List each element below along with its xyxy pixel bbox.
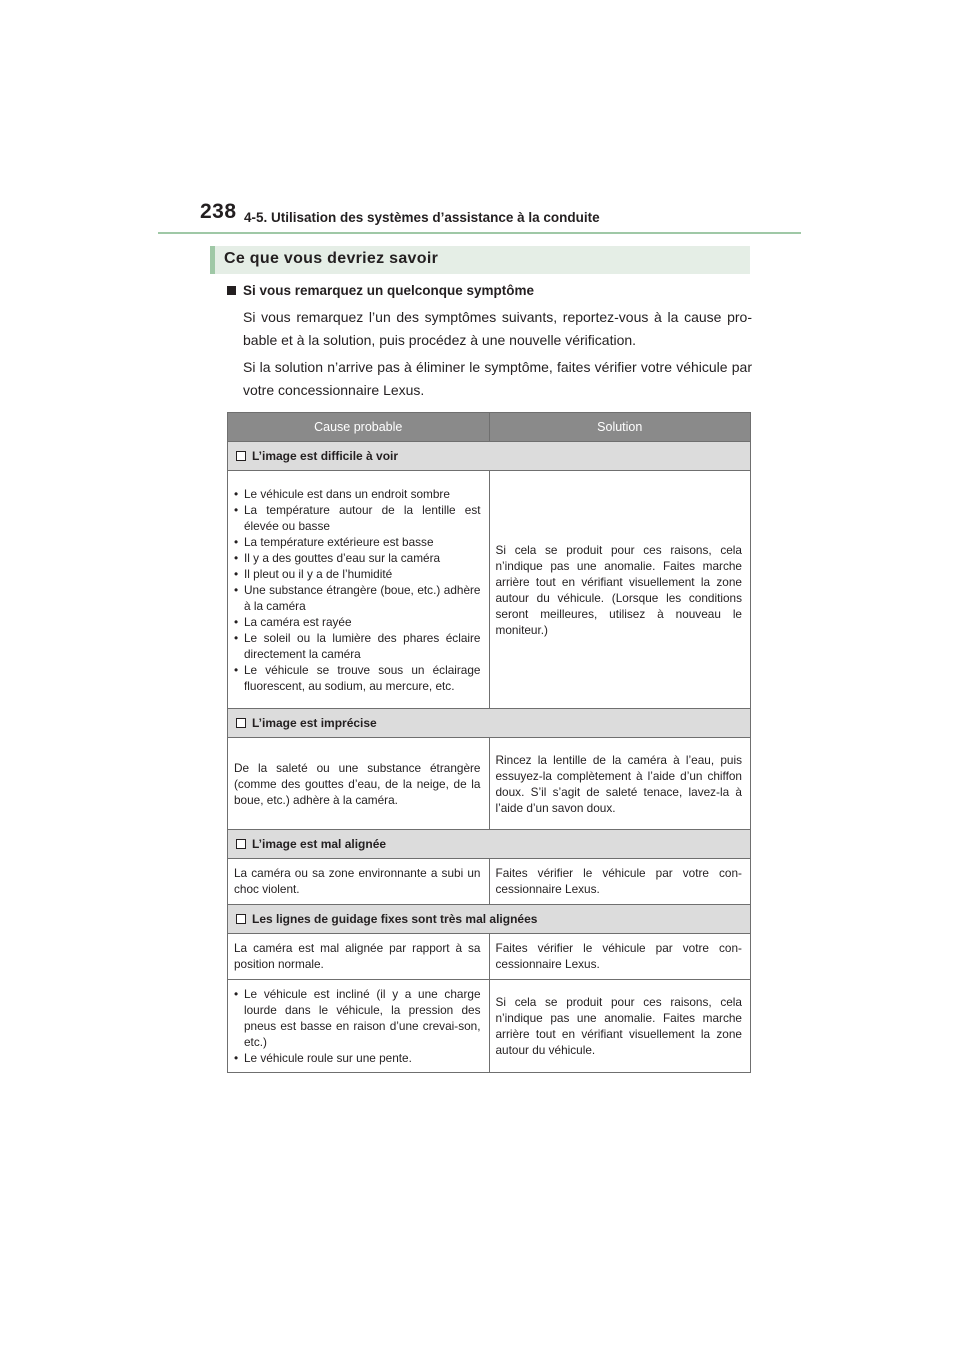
square-bullet-icon <box>227 286 236 295</box>
table-header-row <box>228 413 751 442</box>
list-item: • Le véhicule se trouve sous un éclairage fluorescent, au sodium, au mercure, etc. <box>234 662 481 694</box>
category-cell <box>228 830 751 859</box>
category-title: L’image est difficile à voir <box>252 449 399 463</box>
list-item: • La température autour de la lentille est élevée ou basse <box>234 502 481 534</box>
section-title: 4-5. Utilisation des systèmes d’assistance à la conduite <box>244 210 600 225</box>
header-rule <box>158 232 801 234</box>
info-box-title: Ce que vous devriez savoir <box>224 250 439 267</box>
cause-list <box>234 486 481 694</box>
category-row <box>228 709 751 738</box>
solution-cell: Si cela se produit pour ces raisons, cela n’indique pas une anomalie. Faites marche arrière tout en vérifiant visuellement la zone autour du véhicule. <box>489 980 751 1073</box>
list-item: • Le véhicule est incliné (il y a une charge lourde dans le véhicule, la pression des pneus est basse en raison d’une crevai-son, etc.) <box>234 986 481 1050</box>
table-row <box>228 471 751 709</box>
table-row <box>228 934 751 980</box>
column-header-solution: Solution <box>489 413 751 442</box>
category-title: L’image est mal alignée <box>252 837 387 851</box>
list-item: • Le véhicule roule sur une pente. <box>234 1050 481 1066</box>
page-number: 238 <box>200 200 237 223</box>
cause-cell: De la saleté ou une substance étrangère (comme des gouttes d’eau, de la neige, de la boue, etc.) adhère à la caméra. <box>228 738 490 830</box>
solution-cell: Faites vérifier le véhicule par votre con-cessionnaire Lexus. <box>489 859 751 905</box>
category-row <box>228 442 751 471</box>
checkbox-icon <box>236 914 246 924</box>
list-item: • La température extérieure est basse <box>234 534 481 550</box>
solution-cell: Faites vérifier le véhicule par votre con-cessionnaire Lexus. <box>489 934 751 980</box>
intro-heading <box>226 283 752 298</box>
table-row <box>228 859 751 905</box>
cause-cell <box>228 471 490 709</box>
category-title: Les lignes de guidage fixes sont très mal alignées <box>252 912 538 926</box>
cause-cell: La caméra ou sa zone environnante a subi un choc violent. <box>228 859 490 905</box>
solution-cell: Rincez la lentille de la caméra à l’eau, puis essuyez-la complètement à l’aide d’un chiffon doux. S’il s’agit de saleté tenace, lavez-la à l’aide d’un savon doux. <box>489 738 751 830</box>
intro-paragraph-1: Si vous remarquez l’un des symptômes suivants, reportez-vous à la cause pro-bable et à la solution, puis procédez à une nouvelle vérification. <box>243 309 752 348</box>
checkbox-icon <box>236 718 246 728</box>
table-row <box>228 980 751 1073</box>
cause-cell: La caméra est mal alignée par rapport à sa position normale. <box>228 934 490 980</box>
cause-list <box>234 986 481 1066</box>
list-item: • La caméra est rayée <box>234 614 481 630</box>
info-box-title-bar <box>210 246 750 274</box>
cause-cell <box>228 980 490 1073</box>
list-item: • Une substance étrangère (boue, etc.) adhère à la caméra <box>234 582 481 614</box>
category-row <box>228 905 751 934</box>
troubleshooting-table <box>227 412 751 1073</box>
intro-heading-text: Si vous remarquez un quelconque symptôme <box>243 283 535 298</box>
category-row <box>228 830 751 859</box>
checkbox-icon <box>236 451 246 461</box>
intro-paragraph-2: Si la solution n’arrive pas à éliminer le symptôme, faites vérifier votre véhicule par votre concessionnaire Lexus. <box>243 359 752 398</box>
list-item: • Le soleil ou la lumière des phares éclaire directement la caméra <box>234 630 481 662</box>
category-cell <box>228 442 751 471</box>
category-cell <box>228 709 751 738</box>
table-row <box>228 738 751 830</box>
list-item: • Le véhicule est dans un endroit sombre <box>234 486 481 502</box>
list-item: • Il y a des gouttes d’eau sur la caméra <box>234 550 481 566</box>
category-cell <box>228 905 751 934</box>
column-header-cause: Cause probable <box>228 413 490 442</box>
intro-section <box>226 283 752 402</box>
list-item: • Il pleut ou il y a de l’humidité <box>234 566 481 582</box>
checkbox-icon <box>236 839 246 849</box>
category-title: L’image est imprécise <box>252 716 377 730</box>
solution-cell: Si cela se produit pour ces raisons, cela n’indique pas une anomalie. Faites marche arrière tout en vérifiant visuellement la zone autour du véhicule. (Lorsque les conditions seront meilleures, utilisez à nouveau le moniteur.) <box>489 471 751 709</box>
